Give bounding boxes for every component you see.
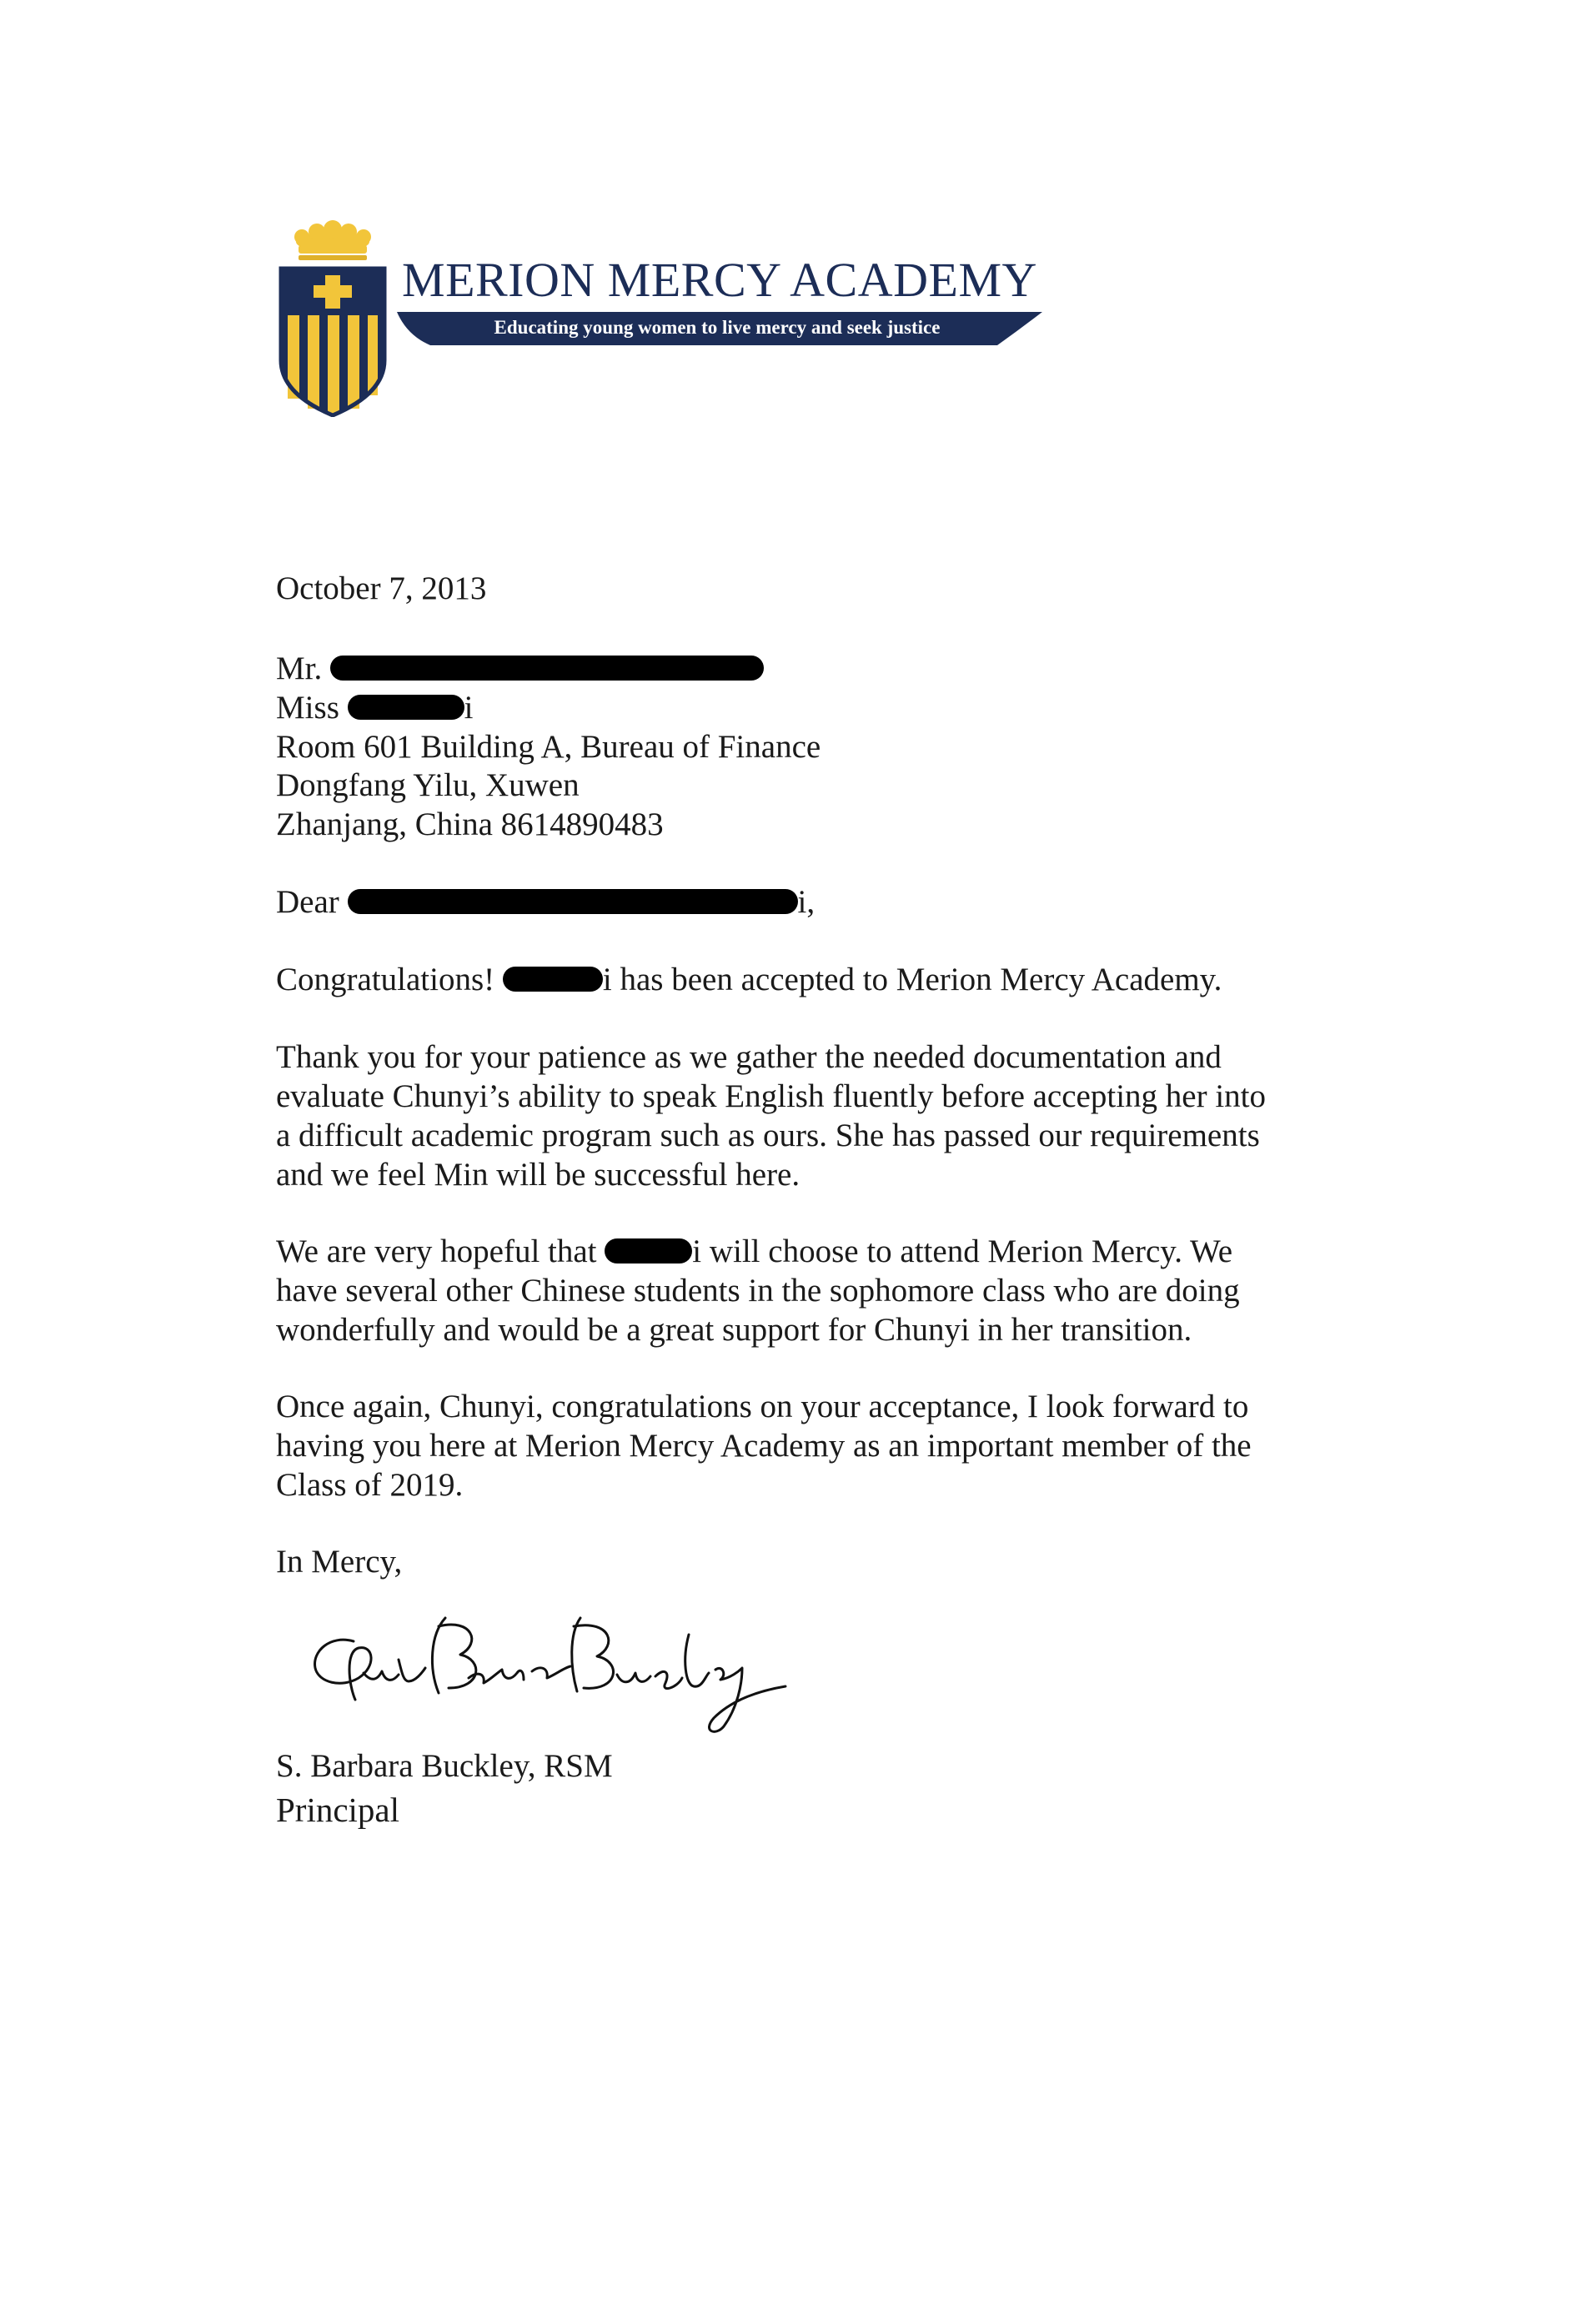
- paragraph-line: Once again, Chunyi, congratulations on your acceptance, I look forward to: [276, 1389, 1249, 1424]
- paragraph-line: evaluate Chunyi’s ability to speak English fluently before accepting her into: [276, 1078, 1267, 1114]
- redaction-bar: [330, 656, 764, 681]
- recipient-line-1: [276, 649, 764, 688]
- recipient-address-line-2: Dongfang Yilu, Xuwen: [276, 767, 580, 803]
- salutation-suffix: i,: [797, 884, 816, 920]
- paragraph-closing-remarks: [276, 1387, 1343, 1505]
- school-crest-logo: [279, 219, 387, 417]
- paragraph-line: [276, 1232, 1343, 1271]
- paragraph-line: wonderfully and would be a great support for Chunyi in her transition.: [276, 1312, 1192, 1348]
- recipient-name-suffix: i: [464, 690, 474, 726]
- salutation: [276, 882, 815, 922]
- recipient-title-mr: Mr.: [276, 651, 323, 686]
- letter-date: October 7, 2013: [276, 570, 487, 606]
- paragraph-line: having you here at Merion Mercy Academy as an important member of the: [276, 1428, 1252, 1464]
- congratulations-line: [276, 960, 1222, 999]
- redaction-bar: [605, 1238, 692, 1263]
- school-name: MERION MERCY ACADEMY: [402, 253, 1037, 307]
- closing-valediction: In Mercy,: [276, 1544, 403, 1580]
- recipient-address-line-1: Room 601 Building A, Bureau of Finance: [276, 729, 821, 765]
- paragraph-line: Class of 2019.: [276, 1467, 464, 1503]
- salutation-dear: Dear: [276, 884, 339, 920]
- crown-icon: [294, 220, 371, 260]
- paragraph-line: and we feel Min will be successful here.: [276, 1157, 801, 1193]
- recipient-line-2: [276, 688, 473, 727]
- recipient-title-miss: Miss: [276, 690, 339, 726]
- recipient-address-line-3: Zhanjang, China 8614890483: [276, 806, 664, 842]
- signatory-title: Principal: [276, 1791, 400, 1829]
- paragraph-hopeful: [276, 1232, 1343, 1349]
- handwritten-signature: [305, 1601, 789, 1735]
- congratulations-prefix: Congratulations!: [276, 962, 495, 997]
- paragraph-line: Thank you for your patience as we gather the needed documentation and: [276, 1039, 1222, 1075]
- school-tagline: Educating young women to live mercy and seek justice: [494, 317, 941, 338]
- redaction-bar: [348, 695, 464, 720]
- hopeful-prefix: We are very hopeful that: [276, 1233, 597, 1269]
- paragraph-line: have several other Chinese students in the sophomore class who are doing: [276, 1273, 1240, 1309]
- paragraph-line: a difficult academic program such as ours. She has passed our requirements: [276, 1118, 1260, 1153]
- congratulations-suffix: i has been accepted to Merion Mercy Academy.: [602, 962, 1222, 997]
- signatory-name: S. Barbara Buckley, RSM: [276, 1748, 613, 1784]
- hopeful-suffix: i will choose to attend Merion Mercy. We: [692, 1233, 1233, 1269]
- redaction-bar: [503, 967, 603, 992]
- paragraph-documentation: [276, 1037, 1343, 1194]
- redaction-bar: [348, 889, 798, 914]
